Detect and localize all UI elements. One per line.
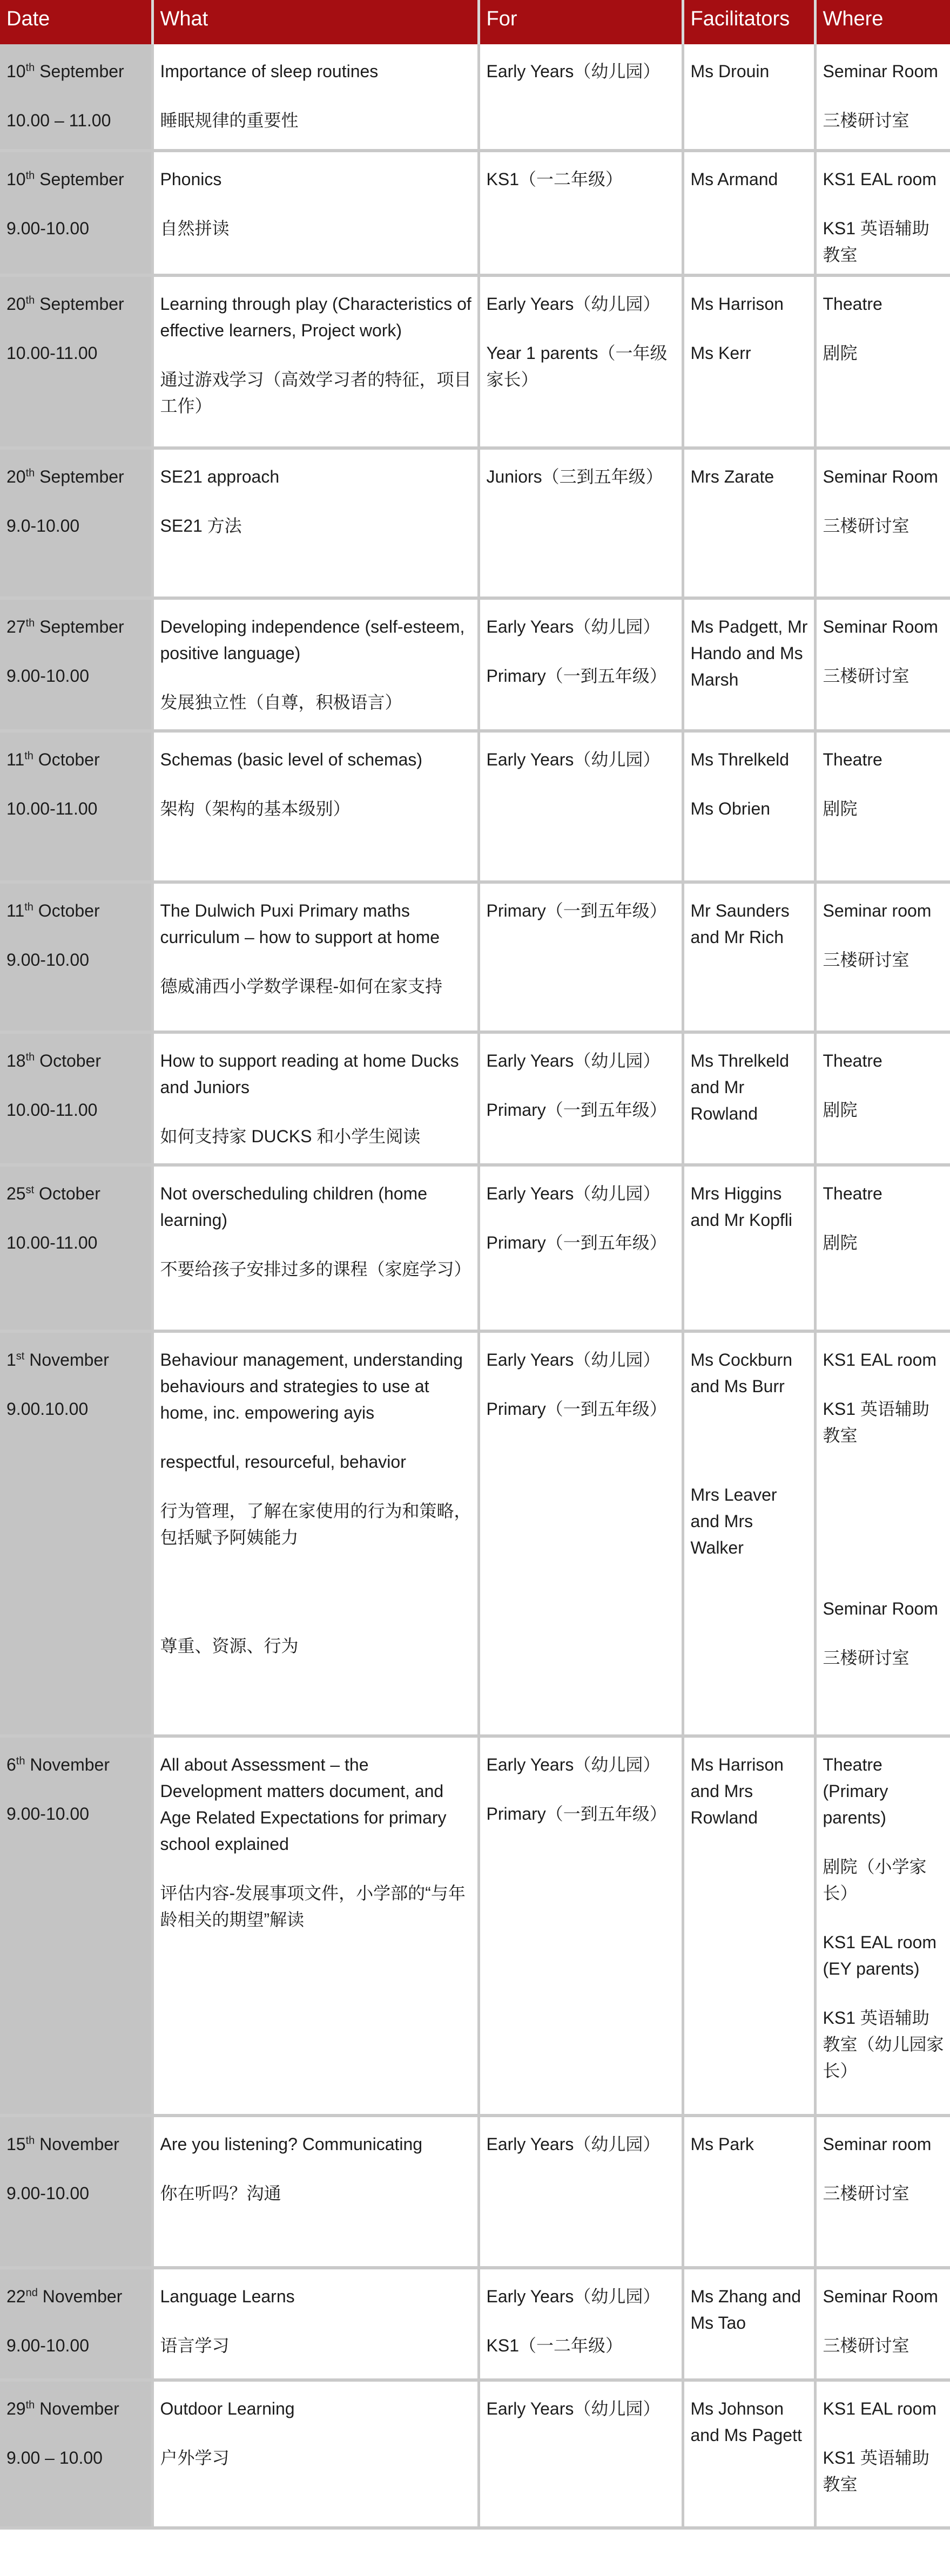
facilitators-cell [683, 1331, 815, 1736]
where-cell [815, 1736, 950, 2116]
for-cell [479, 1331, 683, 1736]
audience-text: Early Years（幼儿园） [486, 62, 661, 81]
header-facilitators: Facilitators [683, 0, 815, 44]
date-day: 22 [6, 2287, 26, 2306]
date-suffix: st [25, 1184, 35, 1196]
date-day: 11 [6, 750, 25, 769]
header-where: Where [815, 0, 950, 44]
date-day: 27 [6, 617, 26, 636]
topic-text: Schemas (basic level of schemas) [160, 750, 423, 769]
location-text: KS1 EAL room [823, 2399, 936, 2418]
date-cell [0, 1165, 152, 1331]
location-text: KS1 EAL room [823, 170, 936, 189]
date-suffix: st [16, 1350, 25, 1362]
date-month: October [39, 1051, 101, 1070]
what-cell [152, 1331, 479, 1736]
table-row [0, 1165, 950, 1331]
session-date [6, 2283, 146, 2310]
topic-text: Importance of sleep routines [160, 62, 379, 81]
what-cell [152, 1736, 479, 2116]
facilitator-name: Ms Drouin [690, 62, 770, 81]
session-date [6, 898, 146, 924]
where-cell [815, 882, 950, 1032]
date-suffix: th [25, 2399, 35, 2411]
date-suffix: th [25, 1051, 35, 1063]
location-text: 三楼研讨室 [823, 2184, 909, 2203]
audience-text: Juniors（三到五年级） [486, 467, 663, 486]
audience-text: Early Years（幼儿园） [486, 294, 661, 314]
spacer [823, 1472, 945, 1596]
date-day: 10 [6, 62, 26, 81]
session-time: 10.00-11.00 [6, 1233, 98, 1252]
facilitator-name: Ms Park [690, 2134, 754, 2154]
date-suffix: th [24, 750, 33, 762]
date-day: 20 [6, 467, 26, 486]
location-text: KS1 EAL room [823, 1350, 936, 1370]
date-month: September [39, 294, 124, 314]
where-cell [815, 1165, 950, 1331]
topic-text: All about Assessment – the Development matters document, and Age Related Expectations for primary school explained [160, 1755, 447, 1854]
where-cell [815, 275, 950, 448]
audience-text: Primary（一到五年级） [486, 901, 667, 920]
facilitator-name: Ms Padgett, Mr Hando and Ms Marsh [690, 617, 808, 689]
table-row [0, 2380, 950, 2528]
audience-text: Early Years（幼儿园） [486, 2134, 661, 2154]
facilitators-cell [683, 2268, 815, 2380]
for-cell [479, 2268, 683, 2380]
facilitator-name: Ms Threlkeld [690, 750, 790, 769]
where-cell [815, 731, 950, 882]
location-text: Seminar room [823, 2134, 932, 2154]
date-suffix: th [25, 467, 35, 479]
facilitator-name: Mrs Zarate [690, 467, 774, 486]
session-date [6, 464, 146, 490]
topic-text: 行为管理，了解在家使用的行为和策略，包括赋予阿姨能力 [160, 1501, 471, 1547]
date-suffix: th [25, 2134, 35, 2147]
date-month: November [39, 2134, 119, 2154]
facilitator-name: Mrs Leaver and Mrs Walker [690, 1485, 777, 1557]
facilitators-cell [683, 44, 815, 151]
table-row [0, 448, 950, 598]
date-cell [0, 882, 152, 1032]
session-date [6, 747, 146, 773]
facilitators-cell [683, 275, 815, 448]
location-text: KS1 EAL room (EY parents) [823, 1933, 936, 1978]
date-month: November [42, 2287, 123, 2306]
where-cell [815, 2268, 950, 2380]
location-text: KS1 英语辅助教室（幼儿园家长） [823, 2008, 944, 2080]
location-text: 三楼研讨室 [823, 2336, 909, 2355]
session-date [6, 1347, 146, 1373]
where-cell [815, 448, 950, 598]
audience-text: Early Years（幼儿园） [486, 2287, 661, 2306]
topic-text: 评估内容-发展事项文件，小学部的“与年龄相关的期望”解读 [160, 1883, 466, 1929]
date-cell [0, 1331, 152, 1736]
location-text: 剧院 [823, 1100, 858, 1120]
date-cell [0, 44, 152, 151]
location-text: Theatre [823, 1184, 882, 1203]
date-month: September [39, 617, 124, 636]
session-time: 10.00-11.00 [6, 343, 98, 363]
date-day: 6 [6, 1755, 16, 1774]
session-date [6, 1181, 146, 1207]
session-time: 10.00-11.00 [6, 799, 98, 818]
what-cell [152, 1165, 479, 1331]
location-text: 剧院 [823, 343, 858, 363]
facilitators-cell [683, 448, 815, 598]
facilitator-name: Ms Zhang and Ms Tao [690, 2287, 801, 2333]
session-date [6, 291, 146, 317]
audience-text: Early Years（幼儿园） [486, 1051, 661, 1070]
table-row [0, 882, 950, 1032]
location-text: 剧院 [823, 799, 858, 818]
for-cell [479, 151, 683, 275]
session-time: 9.00-10.00 [6, 666, 90, 686]
date-suffix: nd [25, 2287, 38, 2299]
audience-text: KS1（一二年级） [486, 170, 623, 189]
date-month: October [38, 901, 100, 920]
topic-text: Not overscheduling children (home learning) [160, 1184, 427, 1230]
date-month: November [39, 2399, 119, 2418]
location-text: Seminar Room [823, 467, 938, 486]
topic-text: 语言学习 [160, 2336, 230, 2355]
date-day: 18 [6, 1051, 26, 1070]
session-time: 9.00 – 10.00 [6, 2448, 103, 2467]
header-date: Date [0, 0, 152, 44]
audience-text: Early Years（幼儿园） [486, 1350, 661, 1370]
audience-text: Early Years（幼儿园） [486, 2399, 661, 2418]
what-cell [152, 44, 479, 151]
date-cell [0, 2116, 152, 2268]
date-cell [0, 1032, 152, 1165]
date-month: September [39, 170, 124, 189]
topic-text: 睡眠规律的重要性 [160, 111, 299, 130]
facilitators-cell [683, 1032, 815, 1165]
session-time: 9.00.10.00 [6, 1399, 89, 1419]
date-cell [0, 1736, 152, 2116]
facilitator-name: Ms Harrison and Mrs Rowland [690, 1755, 784, 1827]
facilitator-name: Ms Armand [690, 170, 778, 189]
facilitator-name: Ms Obrien [690, 799, 771, 818]
date-cell [0, 2380, 152, 2528]
topic-text: Developing independence (self-esteem, positive language) [160, 617, 465, 663]
table-row [0, 275, 950, 448]
facilitators-cell [683, 731, 815, 882]
topic-text: How to support reading at home Ducks and Juniors [160, 1051, 459, 1097]
date-day: 29 [6, 2399, 26, 2418]
where-cell [815, 1032, 950, 1165]
table-row [0, 1331, 950, 1736]
date-suffix: th [25, 617, 35, 629]
what-cell [152, 275, 479, 448]
location-text: KS1 英语辅助教室 [823, 2448, 929, 2494]
topic-text: respectful, resourceful, behavior [160, 1452, 406, 1472]
audience-text: Year 1 parents（一年级家长） [486, 343, 668, 389]
header-row [0, 0, 950, 44]
location-text: Theatre [823, 294, 882, 314]
topic-text: Behaviour management, understanding behaviours and strategies to use at home, inc. empowering ayis [160, 1350, 463, 1422]
header-for: For [479, 0, 683, 44]
topic-text: Outdoor Learning [160, 2399, 295, 2418]
location-text: Seminar Room [823, 2287, 938, 2306]
location-text: KS1 英语辅助教室 [823, 1399, 929, 1445]
for-cell [479, 731, 683, 882]
session-time: 9.00-10.00 [6, 2184, 90, 2203]
audience-text: KS1（一二年级） [486, 2336, 623, 2355]
date-cell [0, 731, 152, 882]
what-cell [152, 151, 479, 275]
date-suffix: th [24, 901, 33, 913]
facilitators-cell [683, 1165, 815, 1331]
topic-text: Are you listening? Communicating [160, 2134, 423, 2154]
location-text: 三楼研讨室 [823, 950, 909, 970]
session-date [6, 2131, 146, 2158]
location-text: Theatre [823, 1051, 882, 1070]
facilitator-name: Ms Harrison [690, 294, 784, 314]
topic-text: 德威浦西小学数学课程-如何在家支持 [160, 977, 443, 996]
for-cell [479, 2116, 683, 2268]
topic-text: 如何支持家 DUCKS 和小学生阅读 [160, 1127, 421, 1146]
for-cell [479, 598, 683, 731]
facilitator-name: Ms Cockburn and Ms Burr [690, 1350, 792, 1396]
location-text: Seminar Room [823, 617, 938, 636]
location-text: 三楼研讨室 [823, 1648, 909, 1667]
date-cell [0, 2268, 152, 2380]
table-body [0, 44, 950, 2528]
audience-text: Primary（一到五年级） [486, 1100, 667, 1120]
what-cell [152, 2116, 479, 2268]
location-text: Theatre (Primary parents) [823, 1755, 888, 1827]
facilitator-name: Ms Kerr [690, 343, 751, 363]
date-month: September [39, 62, 124, 81]
what-cell [152, 2380, 479, 2528]
audience-text: Early Years（幼儿园） [486, 617, 661, 636]
topic-text: SE21 approach [160, 467, 280, 486]
location-text: 三楼研讨室 [823, 666, 909, 686]
date-day: 20 [6, 294, 26, 314]
for-cell [479, 2380, 683, 2528]
location-text: Seminar room [823, 901, 932, 920]
topic-text: SE21 方法 [160, 516, 242, 535]
session-date [6, 2396, 146, 2422]
table-row [0, 1032, 950, 1165]
topic-text: Phonics [160, 170, 222, 189]
header-what: What [152, 0, 479, 44]
date-day: 15 [6, 2134, 26, 2154]
for-cell [479, 44, 683, 151]
location-text: Seminar Room [823, 62, 938, 81]
facilitators-cell [683, 1736, 815, 2116]
topic-text: The Dulwich Puxi Primary maths curriculum – how to support at home [160, 901, 440, 947]
table-row [0, 2116, 950, 2268]
date-cell [0, 448, 152, 598]
date-suffix: th [16, 1755, 25, 1767]
topic-text: 通过游戏学习（高效学习者的特征，项目工作） [160, 370, 471, 416]
topic-text: 发展独立性（自尊，积极语言） [160, 693, 402, 712]
facilitator-name: Ms Johnson and Ms Pagett [690, 2399, 802, 2445]
where-cell [815, 1331, 950, 1736]
topic-text: 自然拼读 [160, 219, 230, 238]
what-cell [152, 731, 479, 882]
what-cell [152, 448, 479, 598]
topic-text: 尊重、资源、行为 [160, 1636, 299, 1656]
date-suffix: th [25, 170, 35, 182]
audience-text: Primary（一到五年级） [486, 666, 667, 686]
session-time: 9.00-10.00 [6, 2336, 90, 2355]
table-row [0, 1736, 950, 2116]
facilitators-cell [683, 2380, 815, 2528]
date-day: 1 [6, 1350, 16, 1370]
table-header [0, 0, 950, 44]
date-month: November [29, 1350, 109, 1370]
date-day: 11 [6, 901, 25, 920]
location-text: 剧院 [823, 1233, 858, 1252]
facilitator-name: Mrs Higgins and Mr Kopfli [690, 1184, 793, 1230]
table-row [0, 44, 950, 151]
facilitator-name: Ms Threlkeld and Mr Rowland [690, 1051, 790, 1123]
date-month: September [39, 467, 124, 486]
for-cell [479, 275, 683, 448]
location-text: 三楼研讨室 [823, 111, 909, 130]
session-date [6, 1048, 146, 1074]
session-time: 10.00 – 11.00 [6, 111, 111, 130]
audience-text: Primary（一到五年级） [486, 1399, 667, 1419]
date-suffix: th [25, 294, 35, 307]
location-text: Seminar Room [823, 1599, 938, 1618]
topic-text: Learning through play (Characteristics of effective learners, Project work) [160, 294, 471, 340]
for-cell [479, 1736, 683, 2116]
facilitators-cell [683, 151, 815, 275]
session-time: 9.00-10.00 [6, 950, 90, 970]
where-cell [815, 151, 950, 275]
location-text: Theatre [823, 750, 882, 769]
for-cell [479, 1032, 683, 1165]
facilitators-cell [683, 598, 815, 731]
session-date [6, 614, 146, 640]
where-cell [815, 44, 950, 151]
where-cell [815, 598, 950, 731]
topic-text: Language Learns [160, 2287, 295, 2306]
table-row [0, 598, 950, 731]
for-cell [479, 1165, 683, 1331]
location-text: 剧院（小学家长） [823, 1857, 927, 1903]
what-cell [152, 1032, 479, 1165]
where-cell [815, 2380, 950, 2528]
table-row [0, 2268, 950, 2380]
spacer [691, 1422, 808, 1482]
session-time: 9.00-10.00 [6, 219, 90, 238]
session-time: 9.0-10.00 [6, 516, 80, 535]
audience-text: Early Years（幼儿园） [486, 750, 661, 769]
session-date [6, 1752, 146, 1778]
facilitator-name: Mr Saunders and Mr Rich [690, 901, 790, 947]
date-cell [0, 598, 152, 731]
date-month: November [30, 1755, 110, 1774]
session-time: 9.00-10.00 [6, 1804, 90, 1823]
location-text: 三楼研讨室 [823, 516, 909, 535]
date-day: 25 [6, 1184, 26, 1203]
topic-text: 不要给孩子安排过多的课程（家庭学习） [160, 1259, 471, 1279]
facilitators-cell [683, 2116, 815, 2268]
date-cell [0, 151, 152, 275]
what-cell [152, 598, 479, 731]
what-cell [152, 2268, 479, 2380]
location-text: KS1 英语辅助教室 [823, 219, 929, 265]
session-date [6, 58, 146, 85]
for-cell [479, 882, 683, 1032]
for-cell [479, 448, 683, 598]
date-day: 10 [6, 170, 26, 189]
topic-text: 户外学习 [160, 2448, 230, 2467]
audience-text: Early Years（幼儿园） [486, 1755, 661, 1774]
audience-text: Early Years（幼儿园） [486, 1184, 661, 1203]
table-row [0, 151, 950, 275]
topic-text: 你在听吗？沟通 [160, 2184, 281, 2203]
audience-text: Primary（一到五年级） [486, 1233, 667, 1252]
date-cell [0, 275, 152, 448]
what-cell [152, 882, 479, 1032]
facilitators-cell [683, 882, 815, 1032]
spacer [160, 1574, 472, 1633]
where-cell [815, 2116, 950, 2268]
table-row [0, 731, 950, 882]
date-suffix: th [25, 62, 35, 74]
date-month: October [39, 1184, 100, 1203]
session-date [6, 166, 146, 193]
topic-text: 架构（架构的基本级别） [160, 799, 351, 818]
audience-text: Primary（一到五年级） [486, 1804, 667, 1823]
date-month: October [38, 750, 100, 769]
session-time: 10.00-11.00 [6, 1100, 98, 1120]
